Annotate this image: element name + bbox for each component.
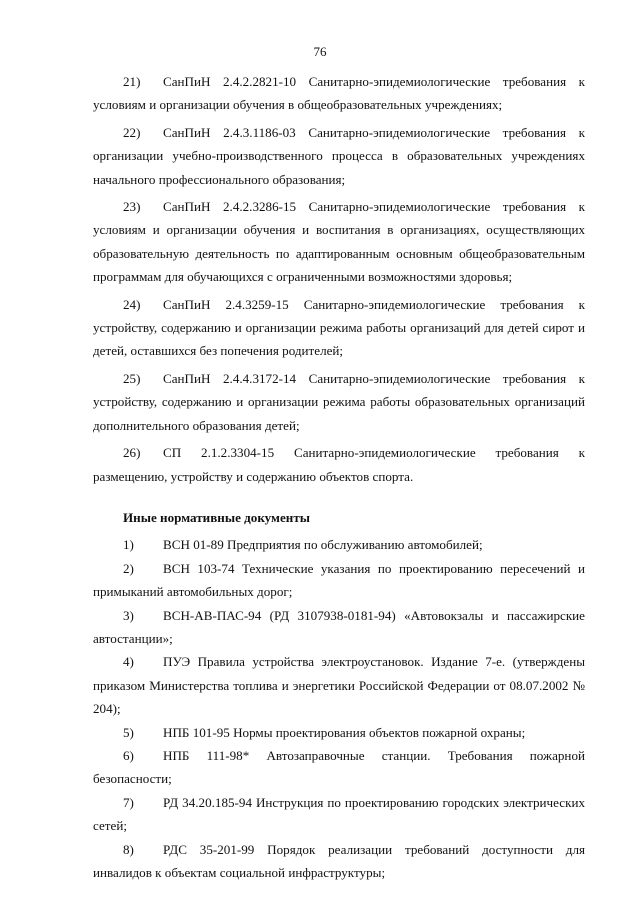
item-number: 22) [123, 124, 141, 140]
page-number: 76 [313, 44, 327, 59]
item-text: СанПиН 2.4.4.3172-14 Санитарно-эпидемиологические требования к устройству, содержанию и организации режима работы образовательных организаций дополнительного образования детей; [93, 370, 585, 433]
item-text: СП 2.1.2.3304-15 Санитарно-эпидемиологические требования к размещению, устройству и содержанию объектов спорта. [93, 445, 585, 484]
list-item [93, 533, 585, 556]
item-text: НПБ 111-98* Автозаправочные станции. Требования пожарной безопасности; [93, 747, 585, 787]
item-text: НПБ 101-95 Нормы проектирования объектов пожарной охраны; [163, 724, 526, 740]
item-number: 24) [123, 296, 141, 312]
item-text: СанПиН 2.4.3259-15 Санитарно-эпидемиологические требования к устройству, содержанию и организации режима работы организаций для детей сирот и детей, оставшихся без попечения родителей; [93, 296, 585, 359]
item-text: РДС 35-201-99 Порядок реализации требований доступности для инвалидов к объектам социальной инфраструктуры; [93, 841, 585, 880]
item-text: ВСН 103-74 Технические указания по проектированию пересечений и примыканий автомобильных дорог; [93, 560, 585, 600]
item-number: 23) [123, 199, 141, 215]
norms-list [93, 70, 585, 488]
list-item [93, 441, 585, 488]
item-text: СанПиН 2.4.3.1186-03 Санитарно-эпидемиологические требования к организации учебно-производственного процесса в образовательных учреждениях начального профессионального образования; [93, 124, 585, 187]
item-number: 4) [123, 654, 134, 670]
item-number: 8) [123, 841, 134, 857]
list-item [93, 650, 585, 720]
list-item [93, 604, 585, 651]
list-item [93, 744, 585, 791]
section-heading: Иные нормативные документы [123, 509, 310, 525]
list-item [93, 293, 585, 363]
list-item [93, 838, 585, 885]
list-item [93, 557, 585, 604]
item-number: 26) [123, 445, 141, 461]
item-text: РД 34.20.185-94 Инструкция по проектированию городских электрических сетей; [93, 794, 585, 834]
item-number: 7) [123, 794, 134, 810]
list-item [93, 121, 585, 191]
item-number: 6) [123, 747, 134, 763]
item-number: 2) [123, 560, 134, 576]
item-number: 1) [123, 537, 134, 553]
item-text: ВСН-АВ-ПАС-94 (РД 3107938-0181-94) «Автовокзалы и пассажирские автостанции»; [93, 607, 585, 646]
list-item [93, 367, 585, 437]
document-body [93, 70, 585, 884]
list-item [93, 721, 585, 744]
item-number: 21) [123, 74, 141, 89]
other-docs-list [93, 533, 585, 884]
list-item [93, 791, 585, 838]
item-text: СанПиН 2.4.2.2821-10 Санитарно-эпидемиологические требования к условиям и организации обучения в общеобразовательных учреждениях; [93, 74, 585, 113]
list-item [93, 195, 585, 289]
item-number: 3) [123, 607, 134, 623]
item-text: ВСН 01-89 Предприятия по обслуживанию автомобилей; [163, 537, 483, 553]
item-text: СанПиН 2.4.2.3286-15 Санитарно-эпидемиологические требования к условиям и организации обучения и воспитания в организациях, осуществляющих образовательную деятельность по адаптированным основным общеобразовательным программам для обучающихся с ограниченными возможностями здоровья; [93, 199, 585, 285]
item-number: 5) [123, 724, 134, 740]
list-item [93, 70, 585, 117]
item-number: 25) [123, 370, 141, 386]
item-text: ПУЭ Правила устройства электроустановок. Издание 7-е. (утверждены приказом Министерства топлива и энергетики Российской Федерации от 08.07.2002 № 204); [93, 654, 585, 717]
